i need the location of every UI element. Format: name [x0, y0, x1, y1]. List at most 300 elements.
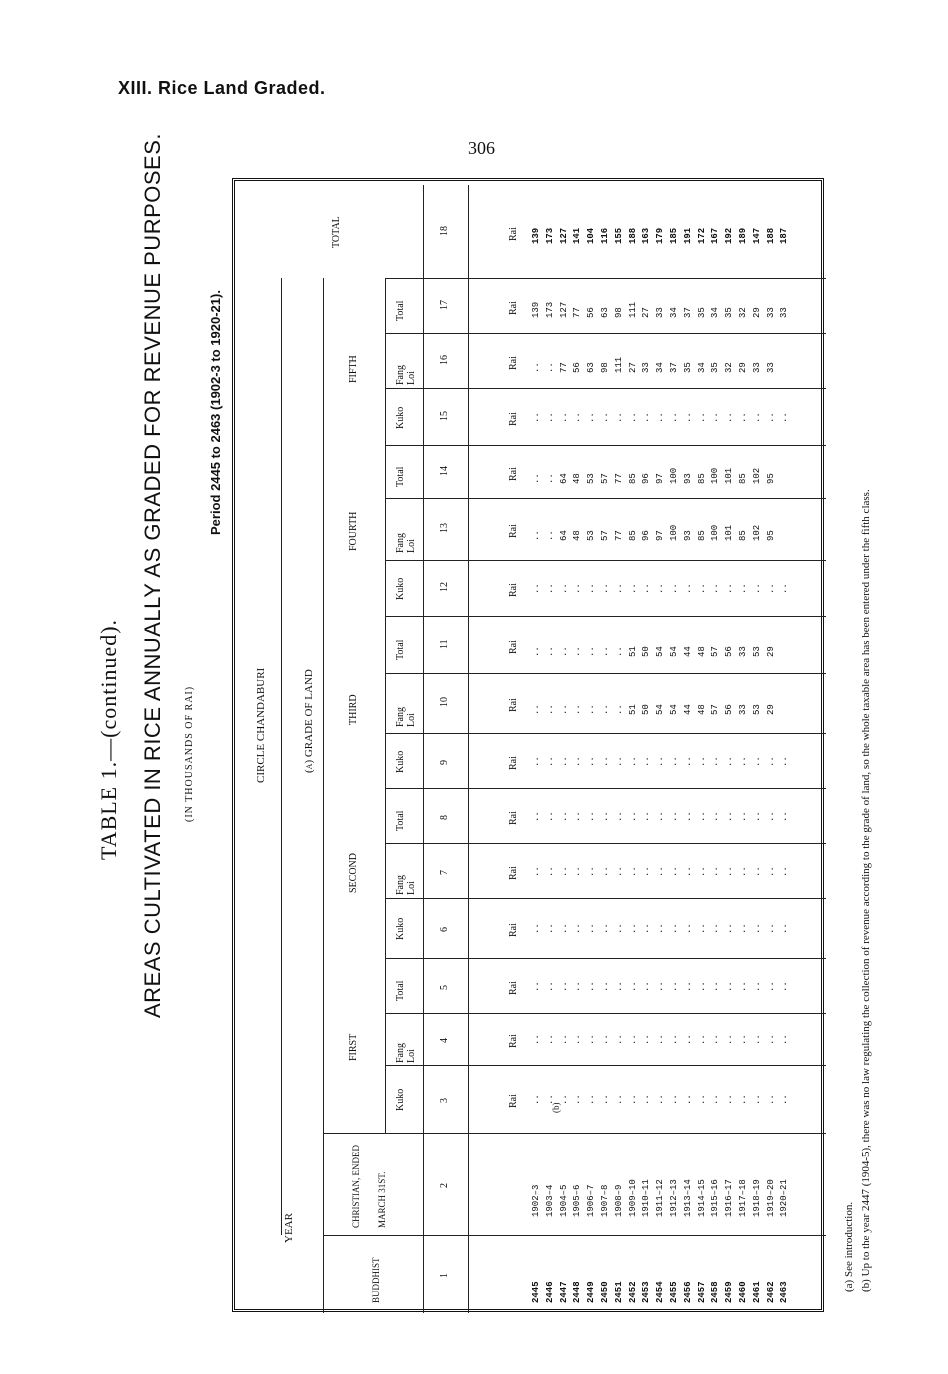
column-number: 3 — [439, 1098, 450, 1103]
header-rule — [468, 185, 469, 1313]
third-total-cell: .. — [613, 645, 624, 657]
third-total-cell: .. — [531, 645, 541, 657]
empty-cell: .. — [600, 755, 610, 767]
empty-cell: .. — [710, 923, 721, 934]
fourth-total-cell: 96 — [641, 472, 652, 484]
footnote-a: (a) See introduction. — [843, 1201, 855, 1292]
unit-label: Rai — [508, 810, 519, 825]
empty-cell: .. — [531, 411, 541, 423]
column-rule — [385, 1013, 826, 1014]
fourth-total-cell: 57 — [600, 472, 610, 484]
empty-cell: .. — [682, 923, 693, 934]
fourth-total-cell: 77 — [613, 472, 624, 484]
third-fang-loi-cell: 51 — [627, 704, 638, 715]
column-number: 8 — [439, 814, 450, 820]
fourth-fang-loi-cell: 102 — [751, 524, 762, 541]
empty-cell: .. — [558, 980, 569, 992]
third-total-cell: 54 — [655, 645, 666, 657]
unit-label: Rai — [508, 300, 519, 315]
empty-cell: .. — [724, 923, 735, 934]
unit-label: Rai — [508, 226, 519, 241]
empty-cell: .. — [586, 810, 597, 822]
empty-cell: .. — [751, 923, 762, 934]
third-total-cell: 56 — [724, 645, 735, 657]
fourth-total-cell: 97 — [655, 472, 666, 484]
empty-cell: .. — [738, 411, 748, 423]
third-fang-loi-cell: 57 — [710, 704, 721, 715]
empty-cell: .. — [738, 583, 748, 594]
column-number: 11 — [439, 638, 450, 649]
empty-cell: .. — [710, 1094, 721, 1105]
grand-total-cell: 163 — [641, 227, 652, 244]
empty-cell: .. — [682, 1034, 693, 1045]
empty-cell: .. — [613, 865, 624, 877]
empty-cell: .. — [710, 1034, 721, 1045]
unit-label: Rai — [508, 1094, 519, 1108]
empty-cell: .. — [641, 755, 652, 767]
empty-cell: .. — [544, 810, 555, 822]
third-fang-loi-cell: 44 — [682, 704, 693, 715]
empty-cell: .. — [558, 810, 569, 822]
empty-cell: .. — [669, 755, 679, 767]
empty-cell: .. — [655, 1034, 666, 1045]
unit-label: Rai — [508, 923, 519, 937]
christian-year: 1917–18 — [738, 1179, 748, 1217]
fifth-total-cell: 33 — [765, 306, 776, 318]
empty-cell: .. — [738, 1094, 748, 1105]
grand-total-cell: 187 — [779, 227, 790, 244]
empty-cell: .. — [696, 1034, 707, 1045]
fifth-fang-loi-cell: 35 — [682, 361, 693, 373]
empty-cell: .. — [655, 411, 666, 423]
fourth-total-cell: 48 — [572, 472, 583, 484]
empty-cell: .. — [558, 1094, 569, 1105]
empty-cell: .. — [696, 411, 707, 423]
grade-fifth: FIFTH — [348, 354, 359, 383]
column-number: 4 — [439, 1038, 450, 1043]
empty-cell: .. — [779, 755, 790, 767]
third-total-cell: 33 — [738, 645, 748, 657]
fifth-fang-loi-cell: 29 — [738, 361, 748, 373]
column-rule — [385, 843, 826, 844]
unit-label: Rai — [508, 1034, 519, 1048]
empty-cell: .. — [544, 865, 555, 877]
fourth-total-cell: .. — [531, 472, 541, 484]
empty-cell: .. — [544, 411, 555, 423]
grand-total-cell: 167 — [710, 227, 721, 244]
third-total-cell: .. — [572, 645, 583, 657]
third-total-cell: 29 — [765, 645, 776, 657]
year-header: YEAR — [283, 1213, 295, 1243]
buddhist-year: 2445 — [531, 1281, 541, 1303]
empty-cell: .. — [738, 980, 748, 992]
third-fang-loi-cell: .. — [544, 704, 555, 715]
fourth-fang-loi-cell: 97 — [655, 530, 666, 541]
fifth-total-cell: 33 — [779, 306, 790, 318]
empty-cell: .. — [558, 923, 569, 934]
empty-cell: .. — [531, 923, 541, 934]
empty-cell: .. — [641, 1034, 652, 1045]
column-number: 1 — [439, 1273, 450, 1278]
fifth-total-cell: 34 — [669, 306, 679, 318]
grand-total-cell: 188 — [765, 227, 776, 244]
grand-total-cell: 116 — [600, 227, 610, 244]
empty-cell: .. — [531, 980, 541, 992]
table-title: AREAS CULTIVATED IN RICE ANNUALLY AS GRADED FOR REVENUE PURPOSES. — [140, 133, 165, 1018]
buddhist-year: 2462 — [765, 1281, 776, 1303]
empty-cell: .. — [558, 583, 569, 594]
column-number: 12 — [439, 582, 450, 592]
empty-cell: .. — [613, 583, 624, 594]
column-rule — [385, 1065, 826, 1066]
fourth-fang-loi-cell: 95 — [765, 530, 776, 541]
empty-cell: .. — [613, 411, 624, 423]
grand-total-cell: 173 — [544, 227, 555, 244]
empty-cell: .. — [765, 755, 776, 767]
christian-year: 1915–16 — [710, 1179, 721, 1217]
buddhist-year: 2452 — [627, 1281, 638, 1303]
empty-cell: .. — [655, 810, 666, 822]
empty-cell: .. — [669, 1094, 679, 1105]
empty-cell: .. — [682, 583, 693, 594]
unit-label: Rai — [508, 583, 519, 597]
christian-year: 1905–6 — [572, 1184, 583, 1217]
third-total-cell: 57 — [710, 645, 721, 657]
empty-cell: .. — [627, 980, 638, 992]
grand-total-cell: 155 — [613, 227, 624, 244]
fourth-fang-loi-cell: 100 — [710, 524, 721, 541]
year-split-rule — [323, 1235, 826, 1236]
grade-first: FIRST — [348, 1033, 359, 1061]
subheader-7: Fang Loi — [395, 874, 417, 895]
empty-cell: .. — [558, 411, 569, 423]
column-number: 9 — [439, 759, 450, 765]
unit-label: Rai — [508, 411, 519, 426]
period-label: Period 2445 to 2463 (1902-3 to 1920-21). — [208, 290, 223, 535]
fourth-total-cell: 102 — [751, 467, 762, 484]
buddhist-year: 2460 — [738, 1281, 748, 1303]
fourth-total-cell: 85 — [696, 472, 707, 484]
empty-cell: .. — [765, 1094, 776, 1105]
empty-cell: .. — [765, 980, 776, 992]
column-rule — [385, 560, 826, 561]
empty-cell: .. — [531, 810, 541, 822]
third-total-cell: 50 — [641, 645, 652, 657]
grand-total-cell: 188 — [627, 227, 638, 244]
page-number: 306 — [468, 138, 495, 158]
empty-cell: .. — [586, 865, 597, 877]
fourth-fang-loi-cell: 100 — [669, 524, 679, 541]
empty-cell: .. — [627, 865, 638, 877]
subheader-6: Kuko — [395, 917, 406, 940]
third-total-cell: 54 — [669, 645, 679, 657]
empty-cell: .. — [765, 583, 776, 594]
grand-total-cell: 141 — [572, 227, 583, 244]
empty-cell: .. — [627, 1034, 638, 1045]
subheader-14: Total — [395, 466, 406, 487]
fifth-total-cell: 35 — [696, 306, 707, 318]
buddhist-year: 2453 — [641, 1281, 652, 1303]
empty-cell: .. — [641, 810, 652, 822]
empty-cell: .. — [779, 1034, 790, 1045]
fourth-fang-loi-cell: 85 — [738, 530, 748, 541]
grand-total-cell: 139 — [531, 227, 541, 244]
column-rule — [385, 788, 826, 789]
empty-cell: .. — [779, 411, 790, 423]
empty-cell: .. — [765, 865, 776, 877]
empty-cell: .. — [724, 810, 735, 822]
empty-cell: .. — [710, 810, 721, 822]
buddhist-year: 2451 — [613, 1281, 624, 1303]
empty-cell: .. — [655, 865, 666, 877]
christian-year: 1909–10 — [627, 1179, 638, 1217]
christian-year: 1912–13 — [669, 1179, 679, 1217]
units-note: (IN THOUSANDS OF RAI) — [184, 685, 195, 822]
subheader-3: Kuko — [395, 1088, 406, 1111]
fifth-fang-loi-cell: 37 — [669, 361, 679, 373]
grand-total-cell: 127 — [558, 227, 569, 244]
column-rule — [385, 958, 826, 959]
empty-cell: .. — [572, 411, 583, 423]
empty-cell: .. — [751, 865, 762, 877]
fourth-fang-loi-cell: .. — [531, 530, 541, 541]
empty-cell: .. — [655, 980, 666, 992]
empty-cell: .. — [669, 583, 679, 594]
fifth-fang-loi-cell: 33 — [641, 361, 652, 373]
fourth-total-cell: 53 — [586, 472, 597, 484]
column-rule — [385, 388, 826, 389]
buddhist-year: 2448 — [572, 1281, 583, 1303]
third-fang-loi-cell: 53 — [751, 704, 762, 715]
empty-cell: .. — [586, 411, 597, 423]
empty-cell: .. — [600, 1034, 610, 1045]
empty-cell: .. — [710, 980, 721, 992]
fifth-total-cell: 37 — [682, 306, 693, 318]
fifth-fang-loi-cell: 32 — [724, 361, 735, 373]
christian-year: 1920–21 — [779, 1179, 790, 1217]
third-total-cell: .. — [558, 645, 569, 657]
christian-year: 1902–3 — [531, 1184, 541, 1217]
buddhist-year: 2450 — [600, 1281, 610, 1303]
section-title: XIII. Rice Land Graded. — [118, 78, 326, 98]
empty-cell: .. — [724, 865, 735, 877]
buddhist-year: 2463 — [779, 1281, 790, 1303]
fifth-fang-loi-cell: 56 — [572, 361, 583, 373]
christian-year: 1914–15 — [696, 1179, 707, 1217]
third-fang-loi-cell: .. — [586, 704, 597, 715]
fifth-fang-loi-cell: 34 — [655, 361, 666, 373]
empty-cell: .. — [544, 1094, 555, 1105]
unit-label: Rai — [508, 355, 519, 370]
empty-cell: .. — [751, 1094, 762, 1105]
empty-cell: .. — [600, 810, 610, 822]
empty-cell: .. — [696, 865, 707, 877]
empty-cell: .. — [558, 755, 569, 767]
column-rule — [385, 333, 826, 334]
grand-total-cell: 179 — [655, 227, 666, 244]
subheader-5: Total — [395, 980, 406, 1001]
fourth-fang-loi-cell: 96 — [641, 530, 652, 541]
fifth-total-cell: 27 — [641, 306, 652, 318]
buddhist-year: 2457 — [696, 1281, 707, 1303]
empty-cell: .. — [669, 865, 679, 877]
note-b-marker: (b) — [551, 1102, 561, 1113]
empty-cell: .. — [586, 1094, 597, 1105]
subheader-8: Total — [395, 810, 406, 831]
empty-cell: .. — [544, 923, 555, 934]
fourth-total-cell: 100 — [669, 467, 679, 484]
fifth-total-cell: 111 — [627, 301, 638, 318]
empty-cell: .. — [655, 1094, 666, 1105]
empty-cell: .. — [600, 980, 610, 992]
empty-cell: .. — [600, 923, 610, 934]
grand-total-cell: 185 — [669, 227, 679, 244]
empty-cell: .. — [641, 865, 652, 877]
fifth-total-cell: 56 — [586, 306, 597, 318]
empty-cell: .. — [779, 865, 790, 877]
empty-cell: .. — [696, 1094, 707, 1105]
fifth-total-cell: 77 — [572, 306, 583, 318]
empty-cell: .. — [655, 583, 666, 594]
empty-cell: .. — [558, 865, 569, 877]
fifth-fang-loi-cell: 63 — [586, 361, 597, 373]
third-fang-loi-cell: .. — [531, 704, 541, 715]
grade-third: THIRD — [348, 694, 359, 725]
christian-year: 1906–7 — [586, 1184, 597, 1217]
column-number: 10 — [439, 697, 450, 707]
empty-cell: .. — [641, 980, 652, 992]
fifth-total-cell: 127 — [558, 301, 569, 318]
table-heading: TABLE 1.—(continued). — [96, 618, 121, 860]
empty-cell: .. — [724, 583, 735, 594]
empty-cell: .. — [696, 755, 707, 767]
empty-cell: .. — [531, 1094, 541, 1105]
empty-cell: .. — [669, 1034, 679, 1045]
empty-cell: .. — [600, 411, 610, 423]
unit-label: Rai — [508, 639, 519, 654]
empty-cell: .. — [738, 810, 748, 822]
empty-cell: .. — [544, 980, 555, 992]
empty-cell: .. — [724, 1094, 735, 1105]
empty-cell: .. — [682, 810, 693, 822]
christian-year: 1907–8 — [600, 1184, 610, 1217]
fifth-total-cell: 32 — [738, 306, 748, 318]
third-fang-loi-cell: .. — [613, 704, 624, 715]
fifth-fang-loi-cell: 77 — [558, 361, 569, 373]
data-table — [232, 178, 824, 1312]
empty-cell: .. — [544, 583, 555, 594]
christian-year: 1918–19 — [751, 1179, 762, 1217]
grade-fourth: FOURTH — [348, 511, 359, 551]
empty-cell: .. — [779, 810, 790, 822]
empty-cell: .. — [724, 1034, 735, 1045]
third-total-cell: .. — [600, 645, 610, 657]
empty-cell: .. — [696, 923, 707, 934]
empty-cell: .. — [558, 1034, 569, 1045]
fourth-total-cell: 93 — [682, 472, 693, 484]
header-rule — [281, 278, 282, 1235]
empty-cell: .. — [627, 583, 638, 594]
empty-cell: .. — [641, 1094, 652, 1105]
empty-cell: .. — [669, 980, 679, 992]
buddhist-year: 2456 — [682, 1281, 693, 1303]
empty-cell: .. — [682, 755, 693, 767]
grand-total-cell: 191 — [682, 227, 693, 244]
subheader-10: Fang Loi — [395, 707, 417, 727]
empty-cell: .. — [531, 865, 541, 877]
fifth-total-cell: 29 — [751, 306, 762, 318]
fifth-fang-loi-cell: .. — [531, 361, 541, 373]
empty-cell: .. — [531, 755, 541, 767]
grade-second: SECOND — [348, 852, 359, 893]
column-rule — [385, 733, 826, 734]
total-header: TOTAL — [331, 216, 342, 248]
fifth-total-cell: 98 — [613, 306, 624, 318]
unit-label: Rai — [508, 698, 519, 712]
empty-cell: .. — [586, 980, 597, 992]
empty-cell: .. — [655, 923, 666, 934]
column-rule — [385, 616, 826, 617]
empty-cell: .. — [738, 865, 748, 877]
empty-cell: .. — [572, 980, 583, 992]
third-fang-loi-cell: .. — [558, 704, 569, 715]
unit-label: Rai — [508, 980, 519, 995]
empty-cell: .. — [751, 810, 762, 822]
empty-cell: .. — [738, 923, 748, 934]
fifth-fang-loi-cell: 34 — [696, 361, 707, 373]
third-fang-loi-cell: 50 — [641, 704, 652, 715]
column-number: 7 — [439, 869, 450, 875]
christian-year: 1919–20 — [765, 1179, 776, 1217]
unit-label: Rai — [508, 755, 519, 770]
third-fang-loi-cell: 56 — [724, 704, 735, 715]
fifth-total-cell: 35 — [724, 306, 735, 318]
column-number: 5 — [439, 984, 450, 990]
fourth-fang-loi-cell: .. — [544, 530, 555, 541]
fifth-fang-loi-cell: 33 — [765, 361, 776, 373]
column-number: 6 — [439, 927, 450, 932]
empty-cell: .. — [600, 583, 610, 594]
fifth-fang-loi-cell: 27 — [627, 361, 638, 373]
column-rule — [385, 278, 826, 279]
empty-cell: .. — [738, 755, 748, 767]
grade-header: (a) GRADE OF LAND — [303, 669, 315, 773]
empty-cell: .. — [765, 1034, 776, 1045]
christian-year: 1908–9 — [613, 1184, 624, 1217]
empty-cell: .. — [724, 411, 735, 423]
empty-cell: .. — [751, 411, 762, 423]
empty-cell: .. — [613, 980, 624, 992]
buddhist-year: 2447 — [558, 1281, 569, 1303]
grand-total-cell: 147 — [751, 227, 762, 244]
fifth-fang-loi-cell: .. — [544, 361, 555, 373]
empty-cell: .. — [531, 1034, 541, 1045]
header-rule — [385, 278, 386, 1133]
fifth-fang-loi-cell: 33 — [751, 361, 762, 373]
fourth-fang-loi-cell: 64 — [558, 530, 569, 541]
empty-cell: .. — [586, 1034, 597, 1045]
third-total-cell: .. — [544, 645, 555, 657]
fifth-total-cell: 139 — [531, 301, 541, 318]
fourth-fang-loi-cell: 57 — [600, 530, 610, 541]
empty-cell: .. — [572, 583, 583, 594]
footnote-b: (b) Up to the year 2447 (1904-5), there was no law regulating the collection of revenue according to the grade of land, so the whole taxable area has been entered under the fifth class. — [860, 489, 872, 1292]
empty-cell: .. — [627, 755, 638, 767]
third-fang-loi-cell: .. — [600, 704, 610, 715]
third-total-cell: 44 — [682, 645, 693, 657]
empty-cell: .. — [627, 923, 638, 934]
empty-cell: .. — [779, 923, 790, 934]
